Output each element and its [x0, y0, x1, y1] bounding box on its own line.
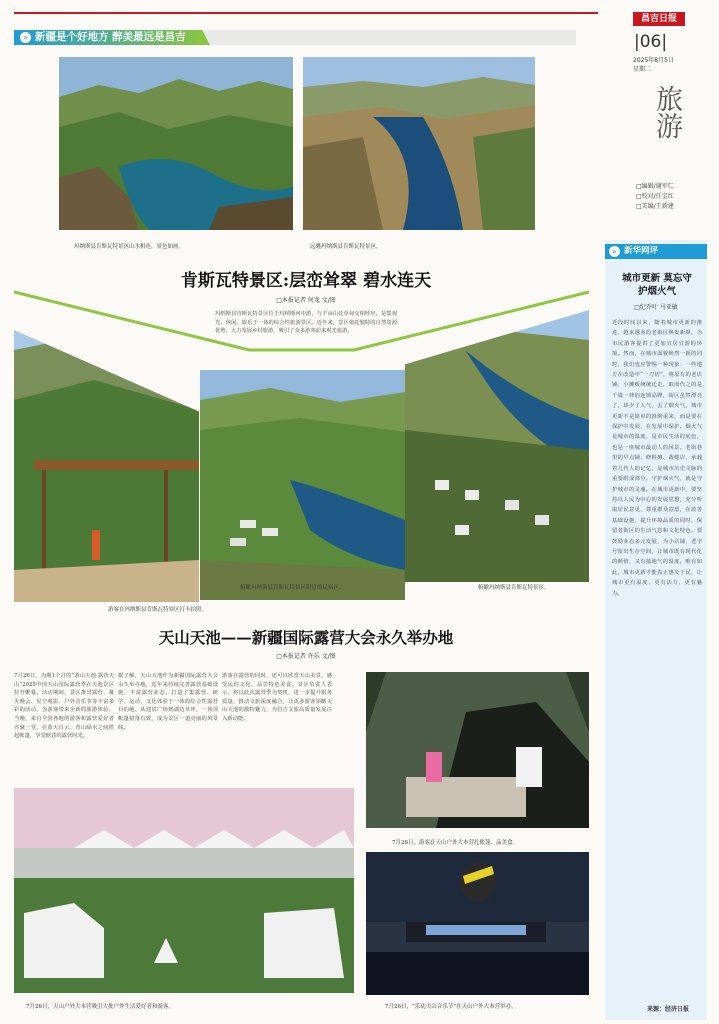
top-right-caption: 远眺玛纳斯县肯斯瓦特景区。 — [310, 244, 382, 250]
article1-photo-left — [14, 330, 199, 602]
paper-name: 昌吉日报 — [633, 12, 685, 26]
editor-credit: □编辑/谢军仁 — [636, 183, 674, 190]
article2-col3: 游客在露营的同时，还可以欣赏天山美景，感受民俗文化，品尝特色美食。景区负责人表示，将以此次露营季为契机，进一步提升服务质量，推动文旅深度融合，让更多游客领略天山天池的独特魅力，为昌吉文旅高质量发展注入新动能。 — [222, 673, 332, 722]
proof-credit: □校对/任宝红 — [636, 193, 674, 200]
top-rule — [14, 12, 598, 14]
article2-caption-bottom-right: 7月26日，“乐动天山音乐节”在天山户外大本营举办。 — [385, 1004, 517, 1010]
article1-caption-right: 俯瞰玛纳斯县肯斯瓦特景区。 — [478, 585, 550, 591]
page-number: |06| — [634, 32, 668, 52]
section-name: 旅游 — [651, 85, 682, 139]
commentary-tag — [605, 244, 707, 259]
article1-lead: 玛纳斯县肯斯瓦特景区位于玛纳斯河中游，与千亩山花草甸交相呼应，是集观光、休闲、娱乐于一体的综合性旅游景区。近年来，景区依托独特的自然资源优势，大力发展乡村旅游，吸引了众多游客前来观光旅游。 — [215, 311, 397, 335]
top-left-photo — [59, 57, 293, 230]
article2-title: 天山天池——新疆国际露营大会永久举办地 — [158, 628, 454, 647]
article2-photo-bottom-left — [14, 788, 354, 993]
article2-caption-right-top: 7月26日，游客在天山户外大本营扎帐篷、品美食。 — [392, 840, 518, 846]
article2-caption-bottom-left: 7月26日，天山户外大本营吸引大批户外生活爱好者和游客。 — [26, 1004, 174, 1010]
issue-date: 2025年8月5日 — [633, 57, 674, 64]
article1-caption-left: 游客在玛纳斯县肯斯瓦特景区打卡拍照。 — [108, 607, 208, 613]
section-banner-text: 新疆是个好地方 醉美最远是昌吉 — [35, 31, 186, 43]
article2-photo-right-top — [366, 672, 589, 828]
top-right-photo — [303, 57, 535, 230]
commentary-arrow-icon: » — [609, 246, 620, 257]
issue-weekday: 星期二 — [633, 66, 652, 73]
article2-photo-bottom-right — [366, 852, 589, 995]
section-banner — [14, 30, 576, 45]
banner-arrow-icon: » — [20, 32, 31, 43]
article1-photo-mid — [200, 370, 405, 600]
article2-col2: 据了解，天山天池作为新疆国际露营大会永久举办地，近年来持续完善露营基础设施，丰富露营业态，打造了集露营、研学、运动、文化体验于一体的综合性露营目的地。从迎宾广场到湖边草坪，一顶顶帐篷错落有致，成为景区一道亮丽的风景线。 — [118, 673, 218, 731]
article2-byline: □本报记者 许乐 文/图 — [276, 653, 336, 660]
commentary-body: 近段时间以来，随着城市更新的推进，越来越多的老街区焕发新颜，为市民游客提供了更加宜居宜游的环境。然而，在城市面貌焕然一新的同时，我们也应警惕一种现象：一些地方在改造中“一刀切”，将原有的老店铺、小摊贩统统迁走，取而代之的是千篇一律的连锁品牌，街区虽然漂亮了，却少了人气，丢了烟火气。城市更新不是简单的推倒重来，而是要在保护中发展、在发展中保护。烟火气是城市的温度，是市民生活的底色，也是一座城市最动人的风景。老街巷里的早点铺、修鞋摊、裁缝店，承载着几代人的记忆，是城市历史文脉的重要组成部分。守护烟火气，就是守护城市的灵魂。在城市更新中，要坚持以人民为中心的发展思想，充分听取居民意见，尊重群众意愿，在改善基础设施、提升环境品质的同时，保留老街区的生活气息和文化特色。要鼓励业态多元发展，为小店铺、老字号留出生存空间，让城市既有现代化的颜值，又有接地气的温度。唯有如此，城市更新才能真正惠及于民，让城市更有温度、更有活力、更有魅力。 — [612, 320, 702, 597]
top-left-caption: 玛纳斯县肯斯瓦特景区山水相连，景色如画。 — [74, 244, 185, 250]
commentary-column-name: 新华网评 — [624, 246, 659, 256]
commentary-source: 来源：经济日报 — [647, 1006, 690, 1013]
article1-caption-mid: 俯瞰玛纳斯县肯斯瓦特景区附近的民宿区。 — [240, 585, 345, 591]
article1-byline: □本报记者 何龙 文/图 — [276, 297, 336, 304]
article2-col1: 7月26日，为期1个月的“游山天池·露营天山”2025中国天山国际露营季在天池景区拉开帷幕。活动期间，景区推出露营、篝火晚会、星空观影、户外音乐节等丰富多彩的活动，为游客带来全新的旅游体验。当晚，来自全国各地的游客和露营爱好者齐聚一堂，在蓝天白云、青山绿水之间搭起帐篷，享受惬意的露营时光。 — [14, 673, 114, 740]
commentary-author: □纪乔叶 马亚敏 — [634, 304, 678, 311]
designer-credit: □美编/王新建 — [636, 203, 674, 210]
article1-title: 肯斯瓦特景区:层峦耸翠 碧水连天 — [180, 271, 432, 291]
commentary-title: 城市更新 莫忘守护烟火气 — [622, 273, 692, 297]
